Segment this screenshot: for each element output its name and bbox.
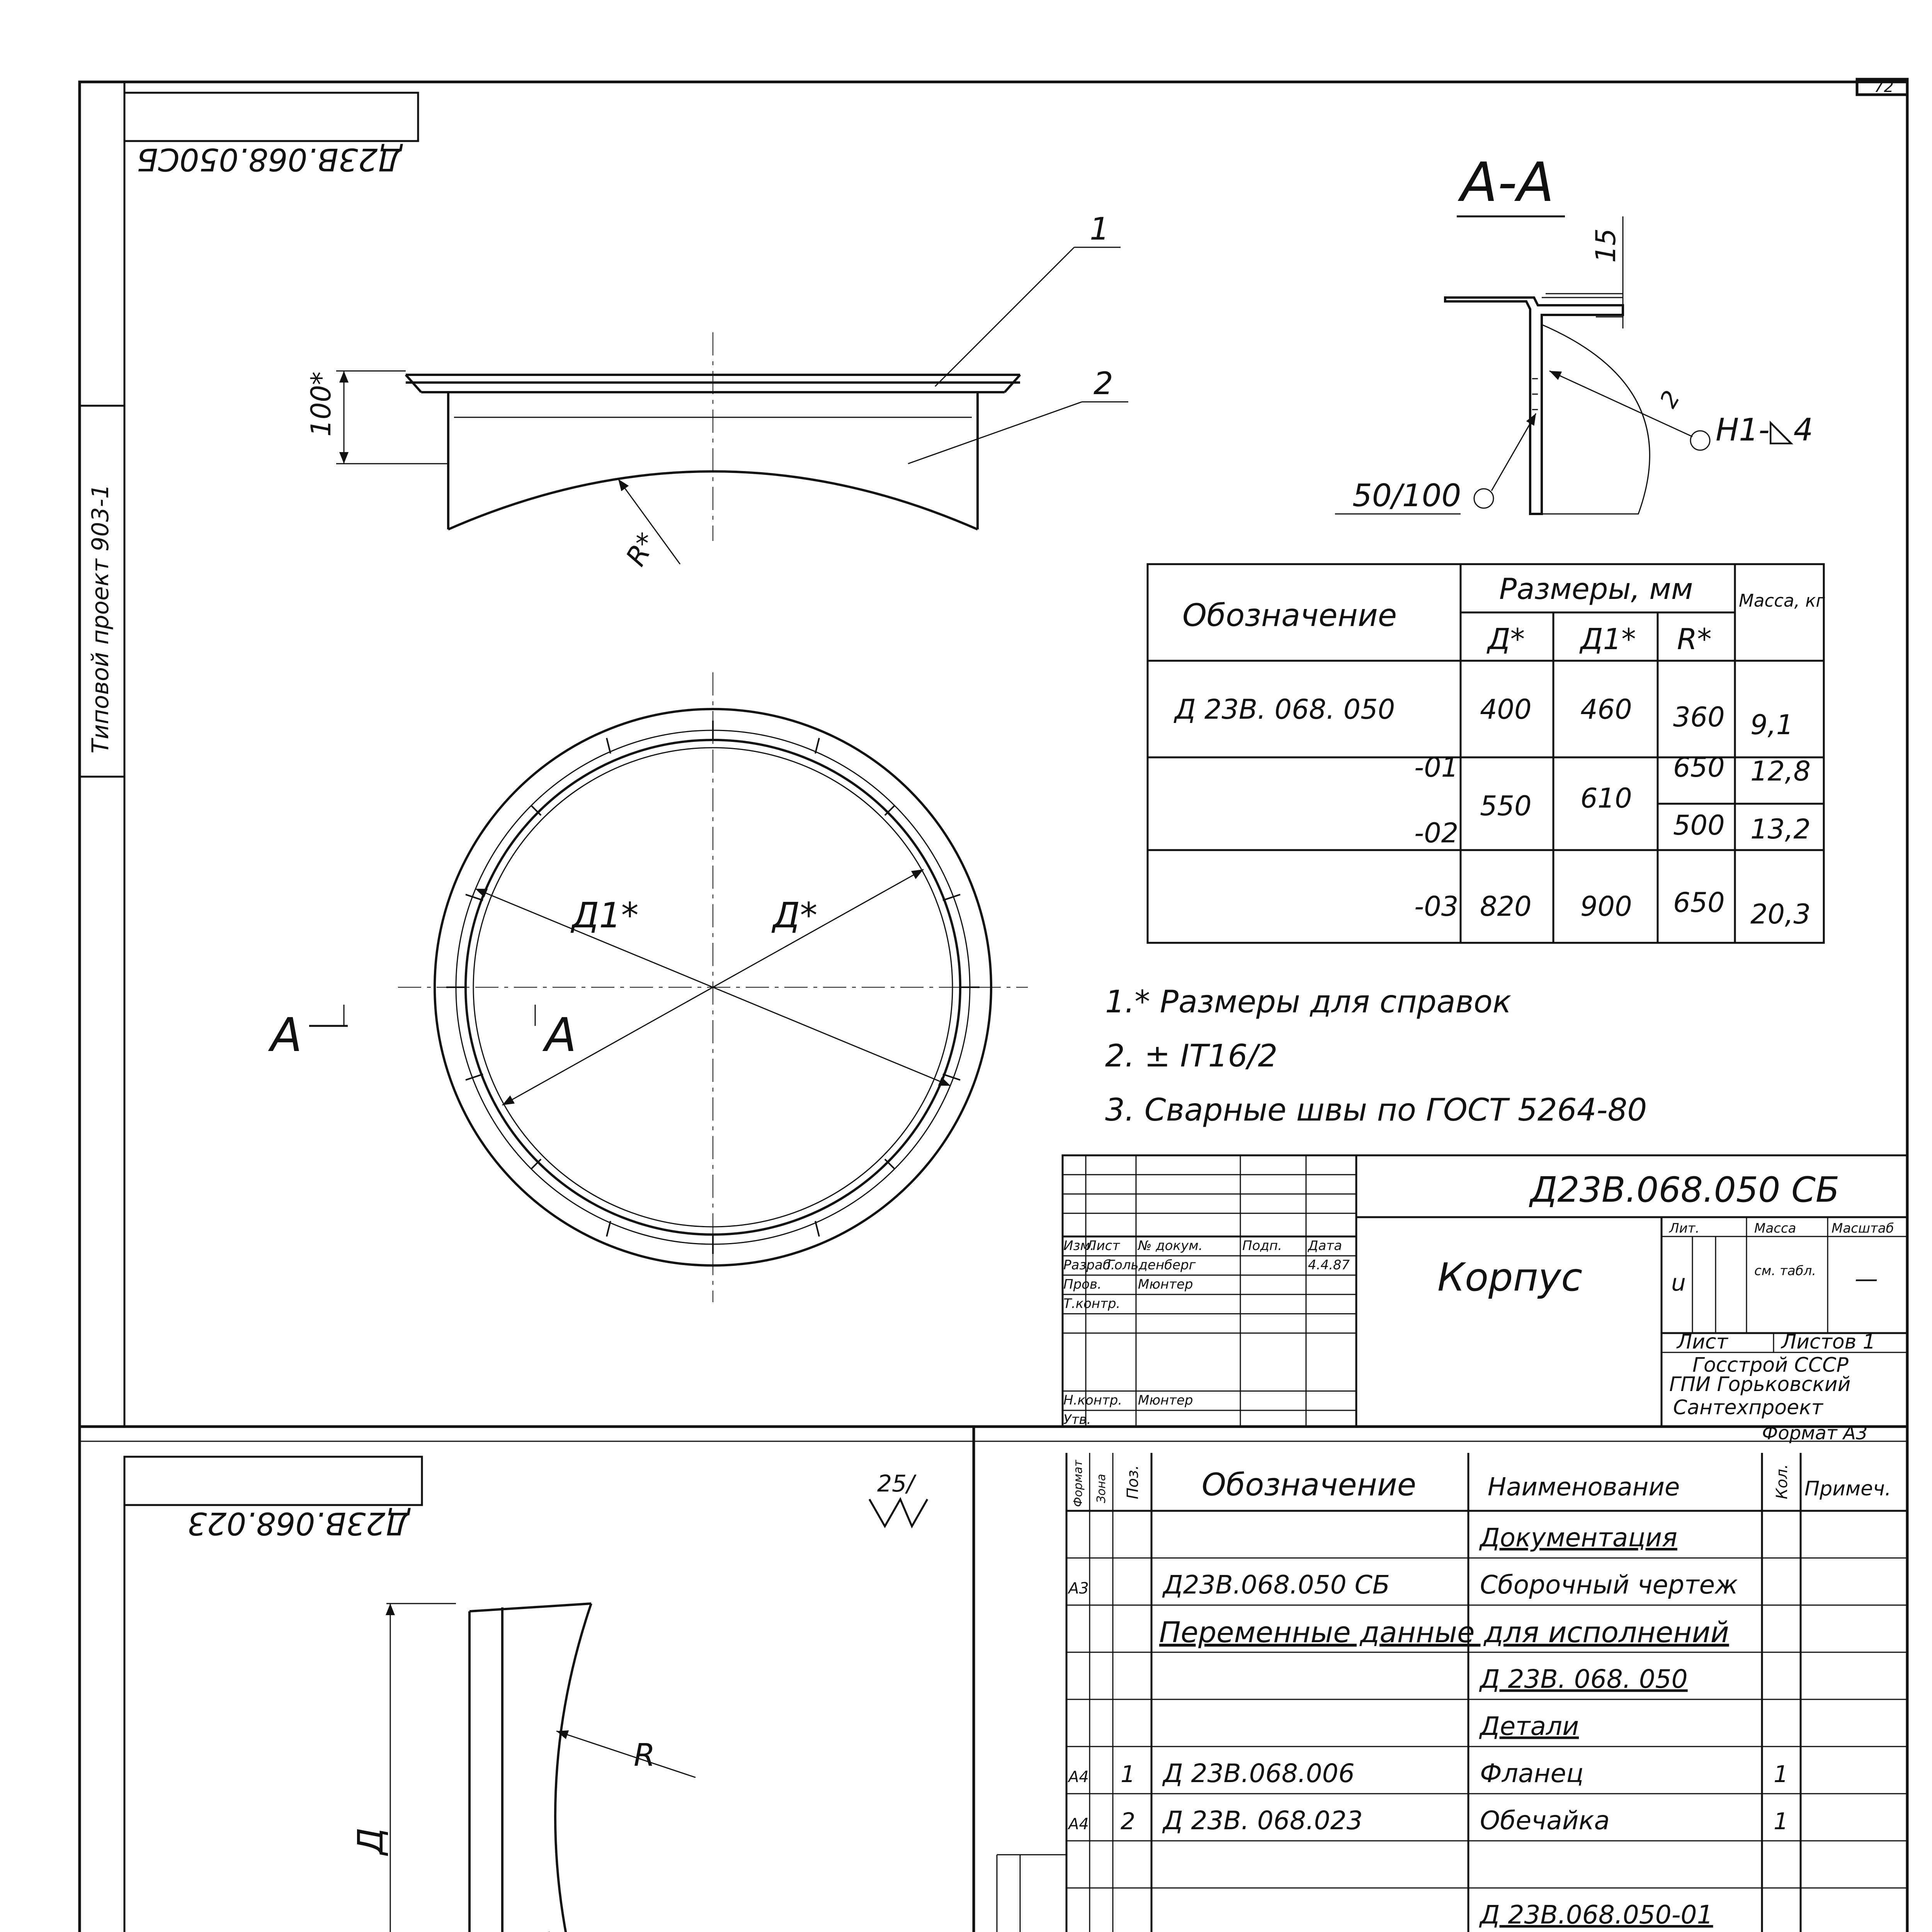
top-tb-org-1: Госстрой СССР [1692,1354,1849,1377]
assembly-plan-view [309,672,1028,1302]
top-notes [1105,984,1647,1128]
plan-label-d: Д* [773,895,818,936]
t-row1-r: 360 [1673,701,1725,733]
t-h-designation: Обозначение [1182,597,1397,633]
top-parameter-table [1148,564,1825,943]
spec-cell-name: Документация [1480,1523,1677,1553]
spec-cell-des: Д 23В. 068.023 [1163,1806,1363,1835]
top-designation-mirrored: Д23В.068.050СБ [136,141,402,177]
br-variable-data: Переменные данные для исполнений [1159,1616,1729,1649]
bl-shell-view [386,1604,757,1932]
top-tb-h-list: Лист [1087,1238,1120,1253]
top-tb-date: 4.4.87 [1308,1257,1350,1273]
t-row4-d1: 900 [1580,891,1632,922]
top-tb-mass: см. табл. [1754,1263,1816,1279]
t-row2-r: 650 [1673,752,1725,783]
bl-roughness: 25/ [877,1470,915,1497]
top-tb-h-date: Дата [1308,1238,1342,1253]
spec-cell-name: Детали [1480,1711,1579,1741]
top-tb-h-lit: Лит. [1669,1221,1700,1236]
top-tb-h-scale: Масштаб [1832,1221,1894,1236]
t-row1-d: 400 [1480,694,1532,725]
t-row2-m: 12,8 [1750,755,1811,787]
page-corner-number: 72 [1874,78,1894,96]
section-a-a-view [1335,216,1710,514]
spec-cell-des: Д 23В.068.006 [1163,1759,1355,1788]
top-tb-sheet: Лист [1677,1330,1728,1354]
top-tb-n-ncontrol: Мюнтер [1138,1393,1193,1408]
top-tb-scale: — [1855,1265,1878,1293]
dim-height-100: 100* [305,371,337,437]
t-row4-r: 650 [1673,887,1725,918]
spec-cell-pos: 1 [1121,1761,1136,1788]
spec-cell-name: Д 23В. 068. 050 [1480,1664,1688,1694]
t-row1-des: Д 23В. 068. 050 [1175,694,1395,725]
spec-cell-name: Сборочный чертеж [1480,1570,1738,1600]
top-tb-org-3: Сантехпроект [1673,1396,1823,1419]
assembly-elevation [336,247,1128,564]
top-tb-r-tcontrol: Т.контр. [1063,1296,1121,1311]
section-mark-left: А [270,1009,303,1062]
outer-frames [80,79,1907,1932]
spec-cell-f: А3 [1068,1580,1089,1597]
top-note-2: 2. ± IT16/2 [1105,1038,1278,1074]
t-h-mass: Масса, кг [1739,590,1825,611]
weld-label-50-100: 50/100 [1352,478,1461,514]
t-row3-m: 13,2 [1750,813,1811,845]
br-h-qty: Кол. [1773,1464,1791,1499]
top-tb-name: Корпус [1437,1255,1583,1300]
top-tb-h-doc: № докум. [1138,1238,1203,1253]
bl-dim-d: Д [350,1827,391,1855]
t-row1-m: 9,1 [1750,709,1794,741]
t-merged-d: 550 [1480,790,1532,822]
br-h-zone: Зона [1095,1474,1108,1503]
top-note-1: 1.* Размеры для справок [1105,984,1512,1020]
spec-cell-qty: 1 [1774,1808,1789,1835]
t-h-sizes: Размеры, мм [1499,572,1693,606]
section-title-a-a: А-А [1461,151,1554,214]
top-tb-org-2: ГПИ Горьковский [1669,1373,1851,1396]
top-tb-h-izm: Изм. [1063,1238,1094,1253]
bl-dim-r: R [634,1737,655,1773]
spec-cell-f: А4 [1068,1768,1089,1786]
t-row4-des: -03 [1414,891,1459,922]
top-tb-r-ncontrol: Н.контр. [1063,1393,1122,1408]
br-spec-headers [1071,1459,1891,1507]
bl-designation-mirrored: Д23В.068.023 [187,1505,410,1541]
top-tb-format: Формат А3 [1762,1422,1868,1444]
dim-radius-r: R* [619,527,663,571]
top-designation-box [124,93,418,177]
br-h-format: Формат [1071,1460,1085,1507]
spec-cell-des: Д23В.068.050 СБ [1163,1570,1390,1600]
br-spec-grid [997,1453,1907,1932]
t-h-d: Д* [1488,622,1525,656]
top-tb-h-sign: Подп. [1242,1238,1282,1253]
spec-cell-name: Обечайка [1480,1806,1610,1835]
t-row1-d1: 460 [1580,694,1632,725]
top-tb-h-mass: Масса [1754,1221,1796,1236]
top-tb-r-develop: Разраб. [1063,1257,1115,1273]
top-tb-n-develop: Гольденберг [1107,1257,1196,1273]
top-tb-lit: u [1671,1269,1686,1296]
top-tb-r-check: Пров. [1063,1277,1102,1292]
t-h-r: R* [1677,622,1712,656]
bl-roughness-mark [869,1499,927,1526]
t-row3-des: -02 [1414,817,1459,849]
br-h-name: Наименование [1488,1473,1680,1502]
leader-label-2: 2 [1094,366,1113,401]
br-h-note: Примеч. [1804,1477,1891,1500]
section-mark-right: А [545,1009,577,1062]
br-spec-rows [1066,1523,1907,1932]
t-row4-d: 820 [1480,891,1532,922]
dim-15: 15 [1590,228,1622,263]
leader-label-1: 1 [1090,211,1109,247]
top-tb-code: Д23В.068.050 СБ [1530,1170,1840,1210]
spec-cell-pos: 2 [1121,1808,1136,1835]
t-row2-des: -01 [1414,752,1459,783]
spec-cell-qty: 1 [1774,1761,1789,1788]
spec-cell-name: Фланец [1480,1759,1584,1788]
plan-label-d1: Д1* [572,895,639,936]
weld-label-h1: Н1-◺4 [1716,412,1813,448]
t-h-d1: Д1* [1580,622,1636,656]
t-row3-r: 500 [1673,810,1725,841]
top-tb-r-approve: Утв. [1063,1412,1091,1427]
t-row4-m: 20,3 [1750,898,1811,930]
top-tb-n-check: Мюнтер [1138,1277,1193,1292]
spec-cell-f: А4 [1068,1815,1089,1833]
top-note-3: 3. Сварные швы по ГОСТ 5264-80 [1105,1092,1647,1128]
side-project-stamp: Типовой проект 903-1 [87,484,114,753]
br-h-pos: Поз. [1124,1465,1142,1499]
top-tb-sheets: Листов 1 [1781,1330,1876,1354]
weld-label-2: 2 [1655,386,1686,413]
top-title-block [1063,1155,1907,1444]
bl-designation-box [124,1457,422,1541]
t-merged-d1: 610 [1580,782,1632,814]
br-h-designation: Обозначение [1202,1467,1417,1503]
spec-cell-name: Д 23В.068.050-01 [1480,1900,1713,1930]
